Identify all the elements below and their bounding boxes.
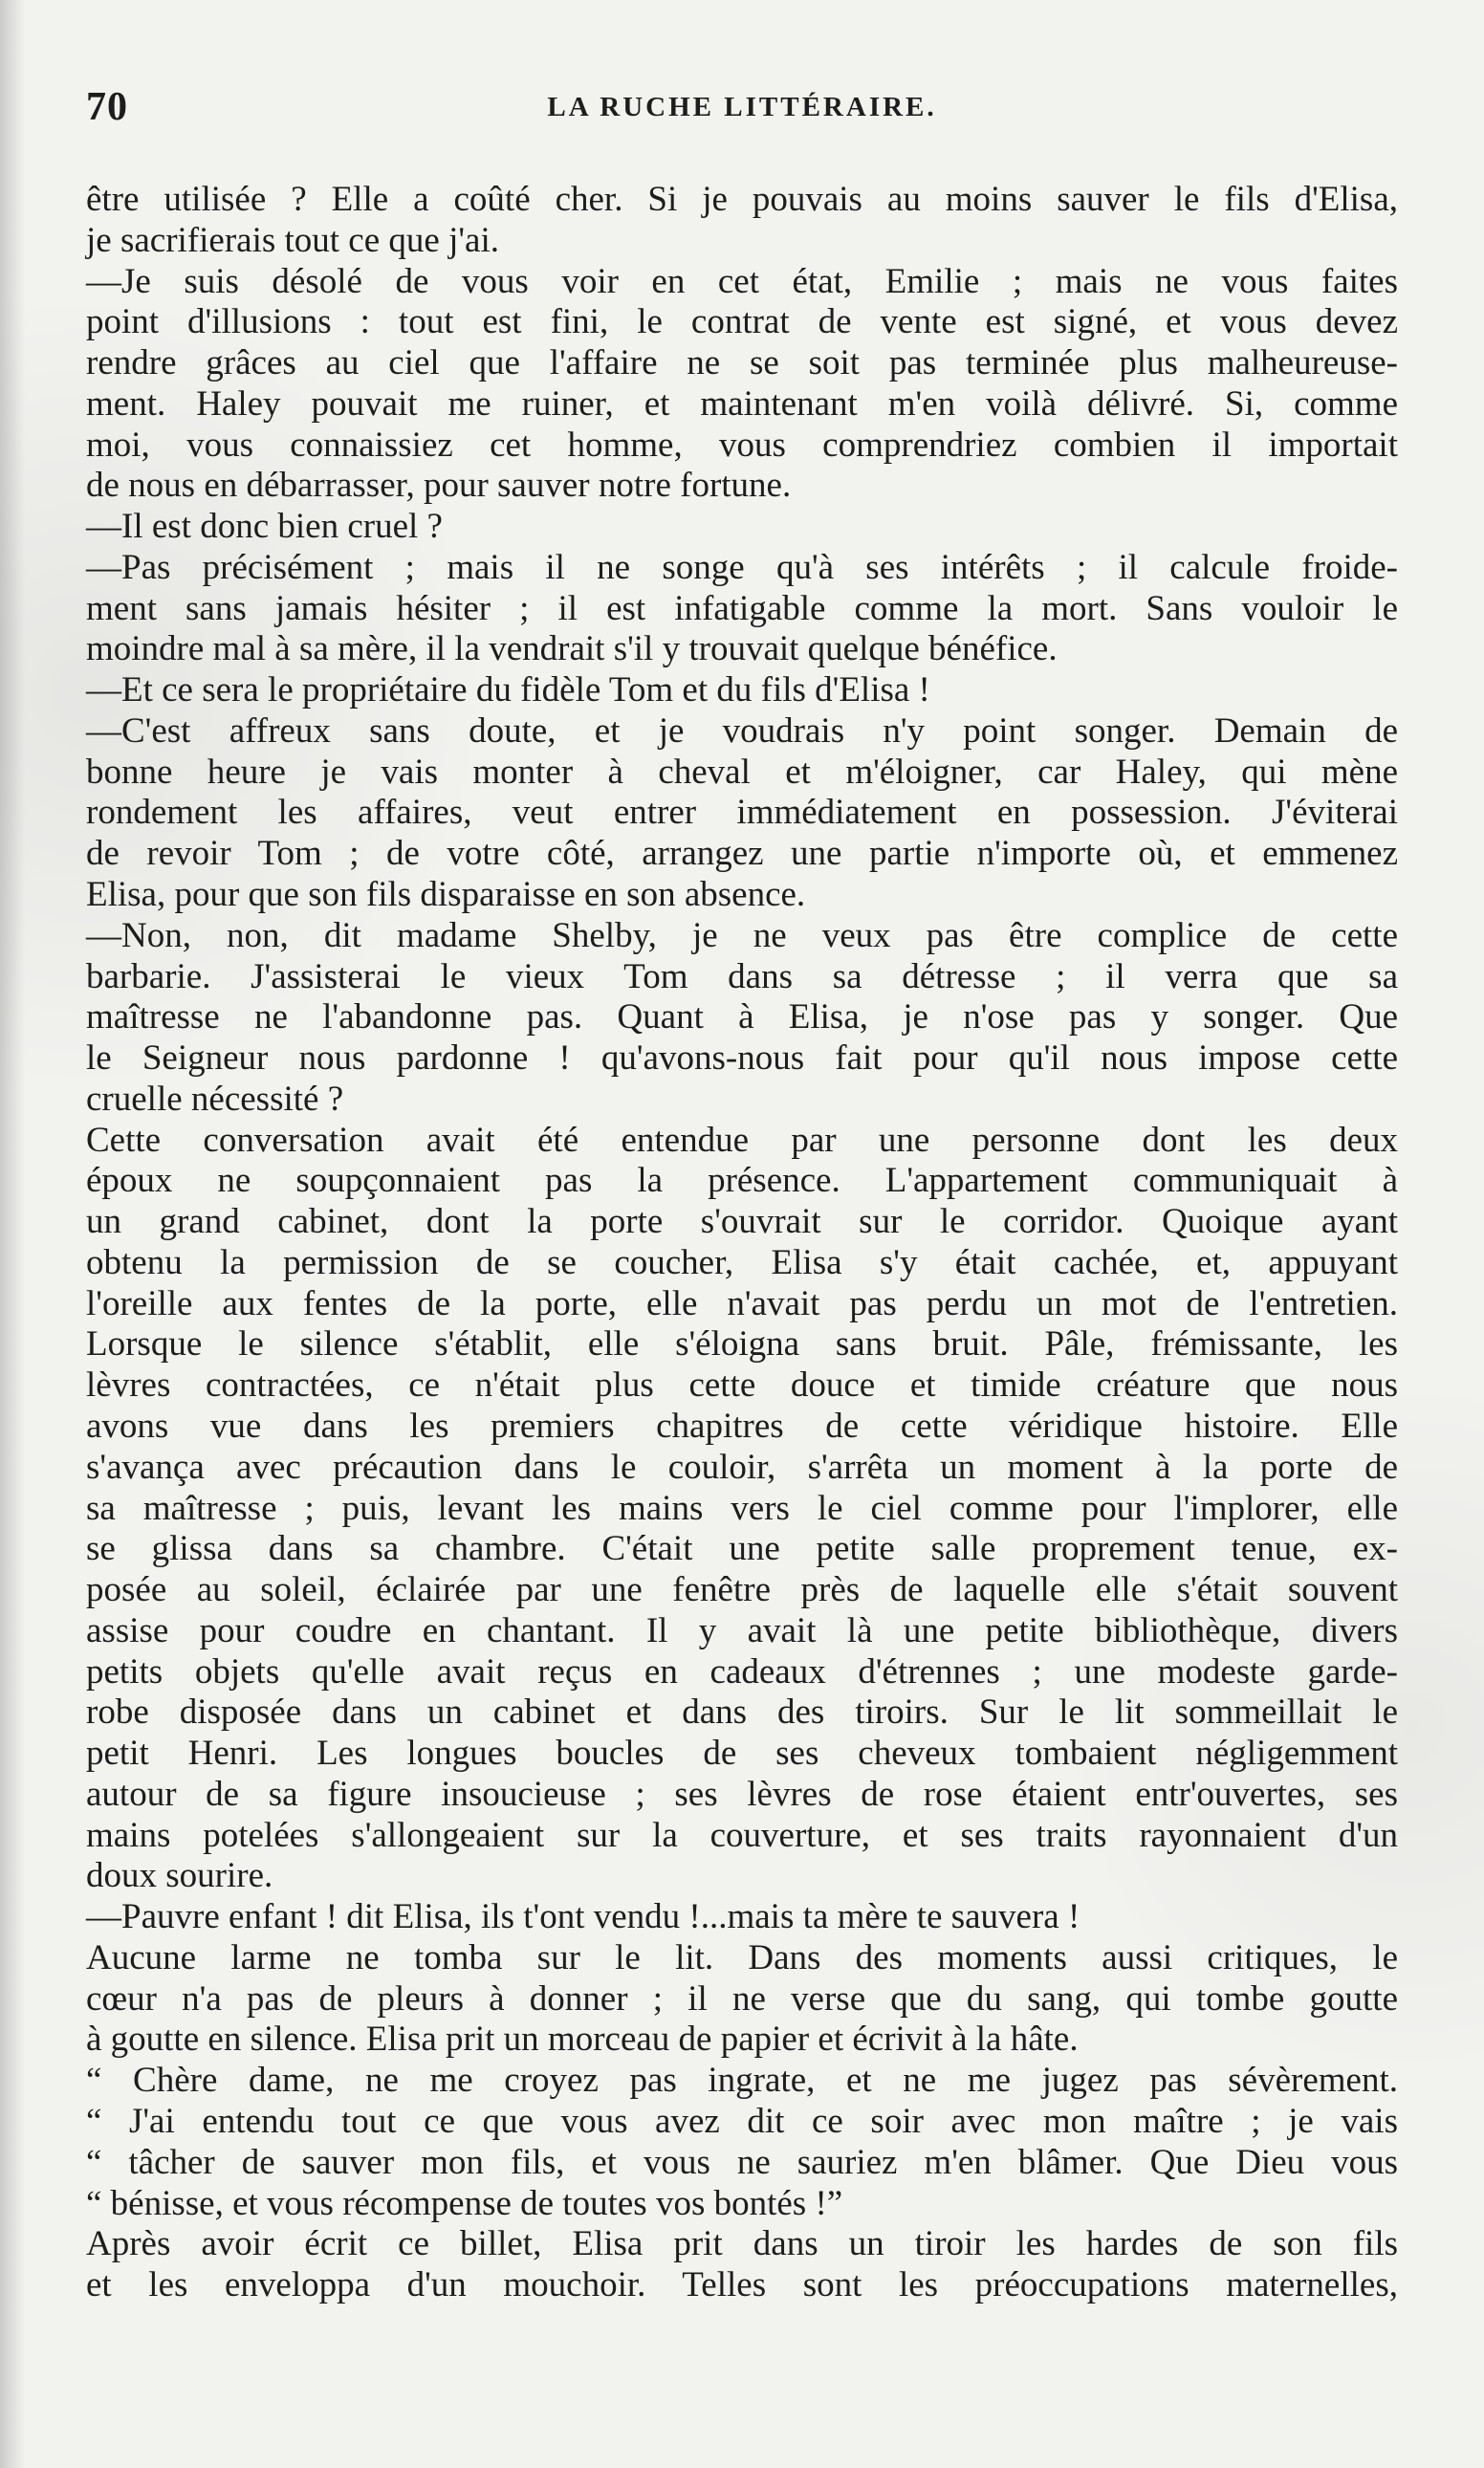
text-line: mains potelées s'allongeaient sur la couverture, et ses traits rayonnaient d'un bbox=[86, 1815, 1398, 1855]
text-line: assise pour coudre en chantant. Il y avait là une petite bibliothèque, divers bbox=[86, 1610, 1398, 1650]
text-line: à goutte en silence. Elisa prit un morceau de papier et écrivit à la hâte. bbox=[86, 2020, 1079, 2060]
text-line: rendre grâces au ciel que l'affaire ne se soit pas terminée plus malheureuse- bbox=[86, 343, 1398, 383]
text-line: ment. Haley pouvait me ruiner, et maintenant m'en voilà délivré. Si, comme bbox=[86, 383, 1398, 424]
text-line: cruelle nécessité ? bbox=[86, 1079, 344, 1119]
text-line: ment sans jamais hésiter ; il est infatigable comme la mort. Sans vouloir le bbox=[86, 588, 1398, 628]
text-line: Après avoir écrit ce billet, Elisa prit dans un tiroir les hardes de son fils bbox=[86, 2224, 1398, 2264]
page-header bbox=[86, 84, 1398, 142]
text-line: “ tâcher de sauver mon fils, et vous ne sauriez m'en blâmer. Que Dieu vous bbox=[86, 2142, 1398, 2182]
text-line: Aucune larme ne tomba sur le lit. Dans des moments aussi critiques, le bbox=[86, 1937, 1398, 1977]
text-line: le Seigneur nous pardonne ! qu'avons-nous fait pour qu'il nous impose cette bbox=[86, 1038, 1398, 1079]
text-line: Elisa, pour que son fils disparaisse en son absence. bbox=[86, 875, 806, 915]
text-line: époux ne soupçonnaient pas la présence. L'appartement communiquait à bbox=[86, 1161, 1398, 1201]
text-line: cœur n'a pas de pleurs à donner ; il ne verse que du sang, qui tombe goutte bbox=[86, 1978, 1398, 2019]
text-line: —Je suis désolé de vous voir en cet état, Emilie ; mais ne vous faites bbox=[86, 261, 1398, 301]
text-line: sa maîtresse ; puis, levant les mains vers le ciel comme pour l'implorer, elle bbox=[86, 1488, 1398, 1528]
text-line: —Il est donc bien cruel ? bbox=[86, 507, 443, 547]
text-line: avons vue dans les premiers chapitres de cette véridique histoire. Elle bbox=[86, 1406, 1398, 1446]
text-line: posée au soleil, éclairée par une fenêtre près de laquelle elle s'était souvent bbox=[86, 1570, 1398, 1610]
text-line: “ bénisse, et vous récompense de toutes vos bontés !” bbox=[86, 2183, 843, 2223]
text-line: lèvres contractées, ce n'était plus cette douce et timide créature que nous bbox=[86, 1365, 1398, 1406]
text-line: robe disposée dans un cabinet et dans des tiroirs. Sur le lit sommeillait le bbox=[86, 1693, 1398, 1733]
text-line: obtenu la permission de se coucher, Elisa s'y était cachée, et, appuyant bbox=[86, 1242, 1398, 1282]
text-line: maîtresse ne l'abandonne pas. Quant à Elisa, je n'ose pas y songer. Que bbox=[86, 997, 1398, 1037]
text-line: —Non, non, dit madame Shelby, je ne veux pas être complice de cette bbox=[86, 915, 1398, 955]
text-line: petits objets qu'elle avait reçus en cadeaux d'étrennes ; une modeste garde- bbox=[86, 1651, 1398, 1692]
text-line: —Pas précisément ; mais il ne songe qu'à ses intérêts ; il calcule froide- bbox=[86, 547, 1398, 587]
text-line: “ Chère dame, ne me croyez pas ingrate, et ne me jugez pas sévèrement. bbox=[86, 2061, 1398, 2101]
page-number: 70 bbox=[86, 85, 128, 129]
text-line: doux sourire. bbox=[86, 1856, 273, 1896]
text-line: “ J'ai entendu tout ce que vous avez dit ce soir avec mon maître ; je vais bbox=[86, 2101, 1398, 2141]
text-line: —Pauvre enfant ! dit Elisa, ils t'ont vendu !...mais ta mère te sauvera ! bbox=[86, 1897, 1080, 1937]
text-line: —C'est affreux sans doute, et je voudrais n'y point songer. Demain de bbox=[86, 710, 1398, 751]
text-line: s'avança avec précaution dans le couloir, s'arrêta un moment à la porte de bbox=[86, 1447, 1398, 1487]
text-line: point d'illusions : tout est fini, le contrat de vente est signé, et vous devez bbox=[86, 302, 1398, 342]
text-line: moindre mal à sa mère, il la vendrait s'il y trouvait quelque bénéfice. bbox=[86, 629, 1058, 669]
text-line: petit Henri. Les longues boucles de ses cheveux tombaient négligemment bbox=[86, 1734, 1398, 1774]
page-edge-shadow bbox=[0, 0, 25, 2468]
text-line: je sacrifierais tout ce que j'ai. bbox=[86, 220, 499, 260]
text-line: Cette conversation avait été entendue par une personne dont les deux bbox=[86, 1120, 1398, 1160]
text-line: l'oreille aux fentes de la porte, elle n'avait pas perdu un mot de l'entretien. bbox=[86, 1283, 1398, 1323]
text-line: rondement les affaires, veut entrer immédiatement en possession. J'éviterai bbox=[86, 793, 1398, 833]
text-line: Lorsque le silence s'établit, elle s'éloigna sans bruit. Pâle, frémissante, les bbox=[86, 1324, 1398, 1365]
text-line: moi, vous connaissiez cet homme, vous comprendriez combien il importait bbox=[86, 425, 1398, 465]
text-line: autour de sa figure insoucieuse ; ses lèvres de rose étaient entr'ouvertes, ses bbox=[86, 1774, 1398, 1814]
text-line: un grand cabinet, dont la porte s'ouvrait sur le corridor. Quoique ayant bbox=[86, 1202, 1398, 1242]
text-line: et les enveloppa d'un mouchoir. Telles sont les préoccupations maternelles, bbox=[86, 2265, 1398, 2305]
text-line: barbarie. J'assisterai le vieux Tom dans sa détresse ; il verra que sa bbox=[86, 956, 1398, 996]
body-text bbox=[86, 180, 1398, 2306]
text-line: se glissa dans sa chambre. C'était une petite salle proprement tenue, ex- bbox=[86, 1529, 1398, 1569]
text-line: bonne heure je vais monter à cheval et m'éloigner, car Haley, qui mène bbox=[86, 752, 1398, 792]
text-line: —Et ce sera le propriétaire du fidèle Tom et du fils d'Elisa ! bbox=[86, 670, 930, 710]
text-line: de revoir Tom ; de votre côté, arrangez une partie n'importe où, et emmenez bbox=[86, 834, 1398, 874]
text-line: être utilisée ? Elle a coûté cher. Si je pouvais au moins sauver le fils d'Elisa, bbox=[86, 180, 1398, 219]
running-title: LA RUCHE LITTÉRAIRE. bbox=[547, 92, 937, 122]
text-line: de nous en débarrasser, pour sauver notre fortune. bbox=[86, 466, 792, 506]
